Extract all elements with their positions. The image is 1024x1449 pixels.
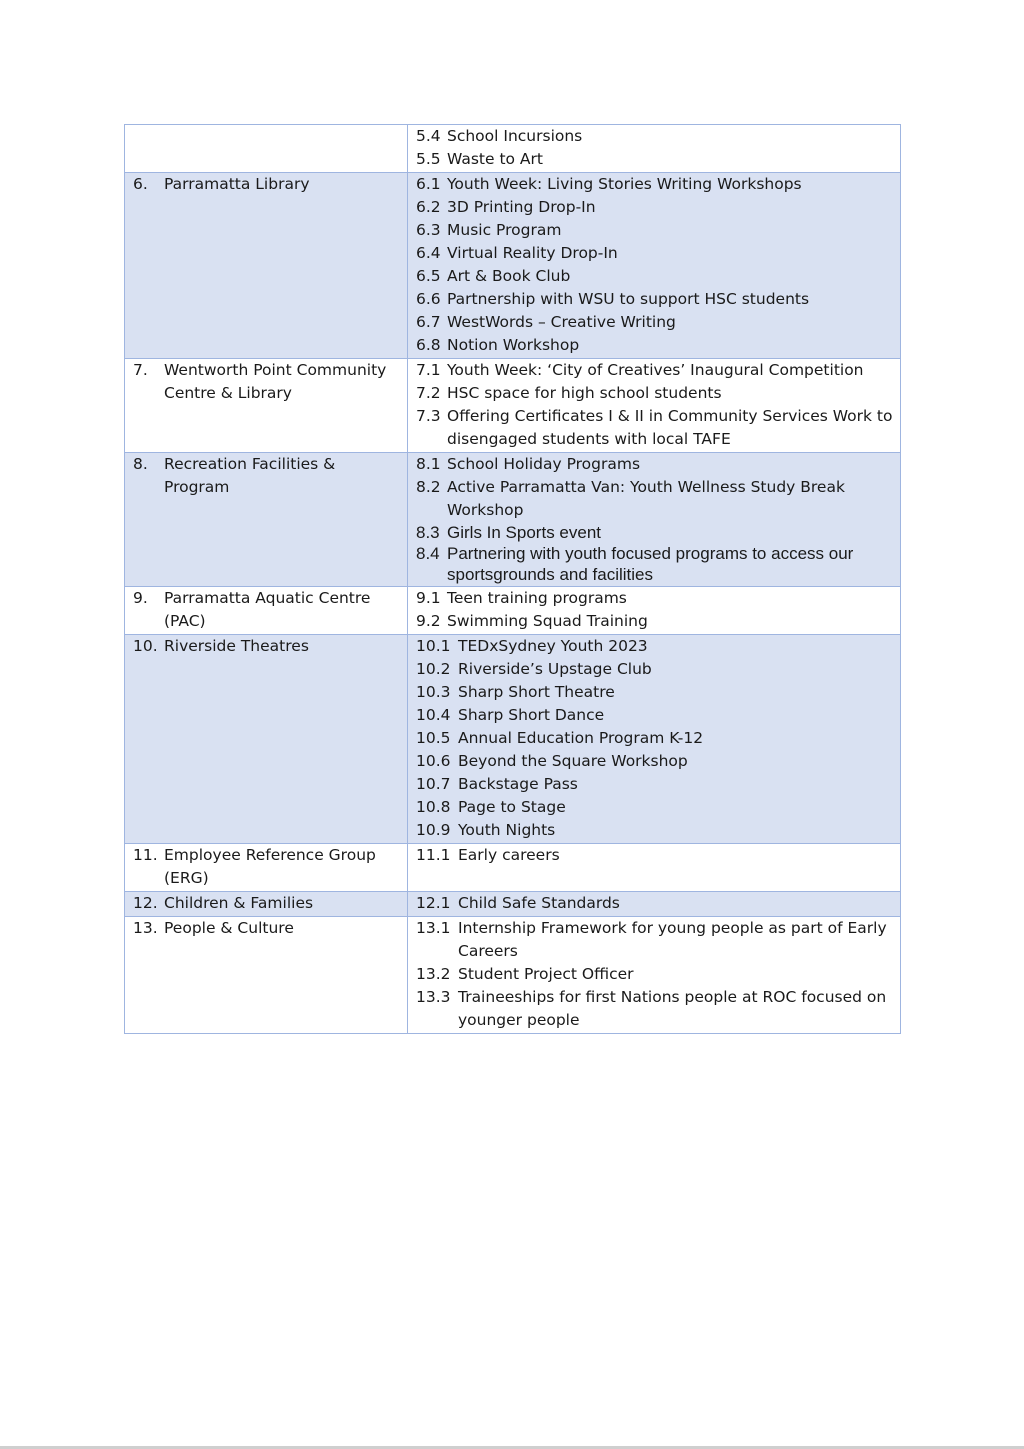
item-number: 6.5 [416,267,441,285]
item-text: Youth Week: ‘City of Creatives’ Inaugural Competition [447,361,864,379]
item-number: 6.2 [416,198,441,216]
department-number: 11. [133,846,158,864]
item-text: Waste to Art [447,150,543,168]
item-number: 6.4 [416,244,441,262]
list-item [416,219,894,242]
table-row [125,453,901,587]
item-number: 10.7 [416,775,451,793]
item-number: 6.8 [416,336,441,354]
item-number: 13.3 [416,988,451,1006]
table-row [125,173,901,359]
item-text: Early careers [458,846,560,864]
department-number: 13. [133,919,158,937]
table-row [125,125,901,173]
programs-cell [408,635,901,844]
list-item [416,543,894,585]
department-name: Riverside Theatres [164,637,309,655]
item-text: Girls In Sports event [447,523,602,542]
item-text: Annual Education Program K-12 [458,729,704,747]
list-item [416,986,894,1032]
item-number: 7.1 [416,361,441,379]
programs-cell [408,173,901,359]
item-text: Music Program [447,221,562,239]
department-number: 6. [133,175,148,193]
list-item [416,681,894,704]
item-text: Sharp Short Theatre [458,683,615,701]
item-number: 9.2 [416,612,441,630]
item-text: WestWords – Creative Writing [447,313,676,331]
item-text: School Holiday Programs [447,455,641,473]
department-cell [125,917,408,1034]
programs-cell [408,892,901,917]
department-name: Wentworth Point Community Centre & Library [164,361,387,402]
list-item [416,727,894,750]
list-item [416,242,894,265]
item-text: Beyond the Square Workshop [458,752,688,770]
item-number: 8.3 [416,523,440,542]
programs-cell [408,453,901,587]
department-number: 9. [133,589,148,607]
list-item [416,196,894,219]
item-number: 5.4 [416,127,441,145]
department-name: Parramatta Aquatic Centre (PAC) [164,589,371,630]
item-number: 6.7 [416,313,441,331]
department-cell [125,844,408,892]
item-text: School Incursions [447,127,583,145]
table-row [125,359,901,453]
list-item [416,405,894,451]
department-name: Recreation Facilities & Program [164,455,336,496]
list-item [416,963,894,986]
department-number: 10. [133,637,158,655]
item-number: 6.3 [416,221,441,239]
item-number: 10.6 [416,752,451,770]
item-text: Page to Stage [458,798,566,816]
item-number: 9.1 [416,589,441,607]
item-number: 10.2 [416,660,451,678]
list-item [416,311,894,334]
list-item [416,658,894,681]
list-item [416,148,894,171]
list-item [416,917,894,963]
list-item [416,173,894,196]
item-text: Active Parramatta Van: Youth Wellness Study Break Workshop [447,478,845,519]
item-number: 10.3 [416,683,451,701]
item-text: Internship Framework for young people as part of Early Careers [458,919,887,960]
item-number: 13.1 [416,919,451,937]
list-item [416,587,894,610]
item-number: 8.4 [416,544,440,563]
item-text: Swimming Squad Training [447,612,648,630]
list-item [416,334,894,357]
table-row [125,844,901,892]
item-text: Teen training programs [447,589,627,607]
item-number: 11.1 [416,846,451,864]
list-item [416,288,894,311]
item-number: 5.5 [416,150,441,168]
list-item [416,359,894,382]
list-item [416,522,894,543]
programs-cell [408,125,901,173]
item-text: Virtual Reality Drop-In [447,244,618,262]
list-item [416,635,894,658]
department-cell [125,892,408,917]
item-number: 7.2 [416,384,441,402]
item-number: 6.1 [416,175,441,193]
list-item [416,892,894,915]
item-text: Backstage Pass [458,775,578,793]
list-item [416,265,894,288]
table-row [125,892,901,917]
list-item [416,819,894,842]
list-item [416,704,894,727]
item-text: HSC space for high school students [447,384,722,402]
item-number: 7.3 [416,407,441,425]
list-item [416,844,894,867]
department-name: Parramatta Library [164,175,310,193]
item-text: Youth Week: Living Stories Writing Workshops [447,175,802,193]
item-number: 10.5 [416,729,451,747]
list-item [416,773,894,796]
department-number: 7. [133,361,148,379]
programs-cell [408,844,901,892]
item-text: Art & Book Club [447,267,571,285]
department-name: Children & Families [164,894,314,912]
table-row [125,635,901,844]
item-number: 8.2 [416,478,441,496]
programs-cell [408,917,901,1034]
department-cell [125,587,408,635]
list-item [416,796,894,819]
item-number: 10.4 [416,706,451,724]
item-text: Student Project Officer [458,965,634,983]
list-item [416,125,894,148]
item-text: Traineeships for first Nations people at ROC focused on younger people [458,988,887,1029]
item-text: Child Safe Standards [458,894,620,912]
item-number: 8.1 [416,455,441,473]
department-cell [125,635,408,844]
item-text: Notion Workshop [447,336,580,354]
item-text: Offering Certificates I & II in Community Services Work to disengaged students with local TAFE [447,407,893,448]
item-text: TEDxSydney Youth 2023 [458,637,648,655]
programs-cell [408,587,901,635]
item-number: 10.1 [416,637,451,655]
list-item [416,382,894,405]
department-number: 12. [133,894,158,912]
programs-table [124,124,901,1034]
item-number: 6.6 [416,290,441,308]
department-cell [125,359,408,453]
item-text: Partnering with youth focused programs to access our sportsgrounds and facilities [447,544,854,584]
item-text: Partnership with WSU to support HSC students [447,290,810,308]
list-item [416,453,894,476]
item-number: 13.2 [416,965,451,983]
table-row [125,587,901,635]
item-number: 12.1 [416,894,451,912]
list-item [416,750,894,773]
item-text: Youth Nights [458,821,556,839]
item-number: 10.8 [416,798,451,816]
department-cell [125,453,408,587]
programs-cell [408,359,901,453]
item-text: Sharp Short Dance [458,706,605,724]
department-number: 8. [133,455,148,473]
department-cell [125,173,408,359]
list-item [416,476,894,522]
item-number: 10.9 [416,821,451,839]
item-text: 3D Printing Drop-In [447,198,596,216]
department-cell [125,125,408,173]
table-row [125,917,901,1034]
item-text: Riverside’s Upstage Club [458,660,652,678]
department-name: Employee Reference Group (ERG) [164,846,376,887]
list-item [416,610,894,633]
department-name: People & Culture [164,919,294,937]
